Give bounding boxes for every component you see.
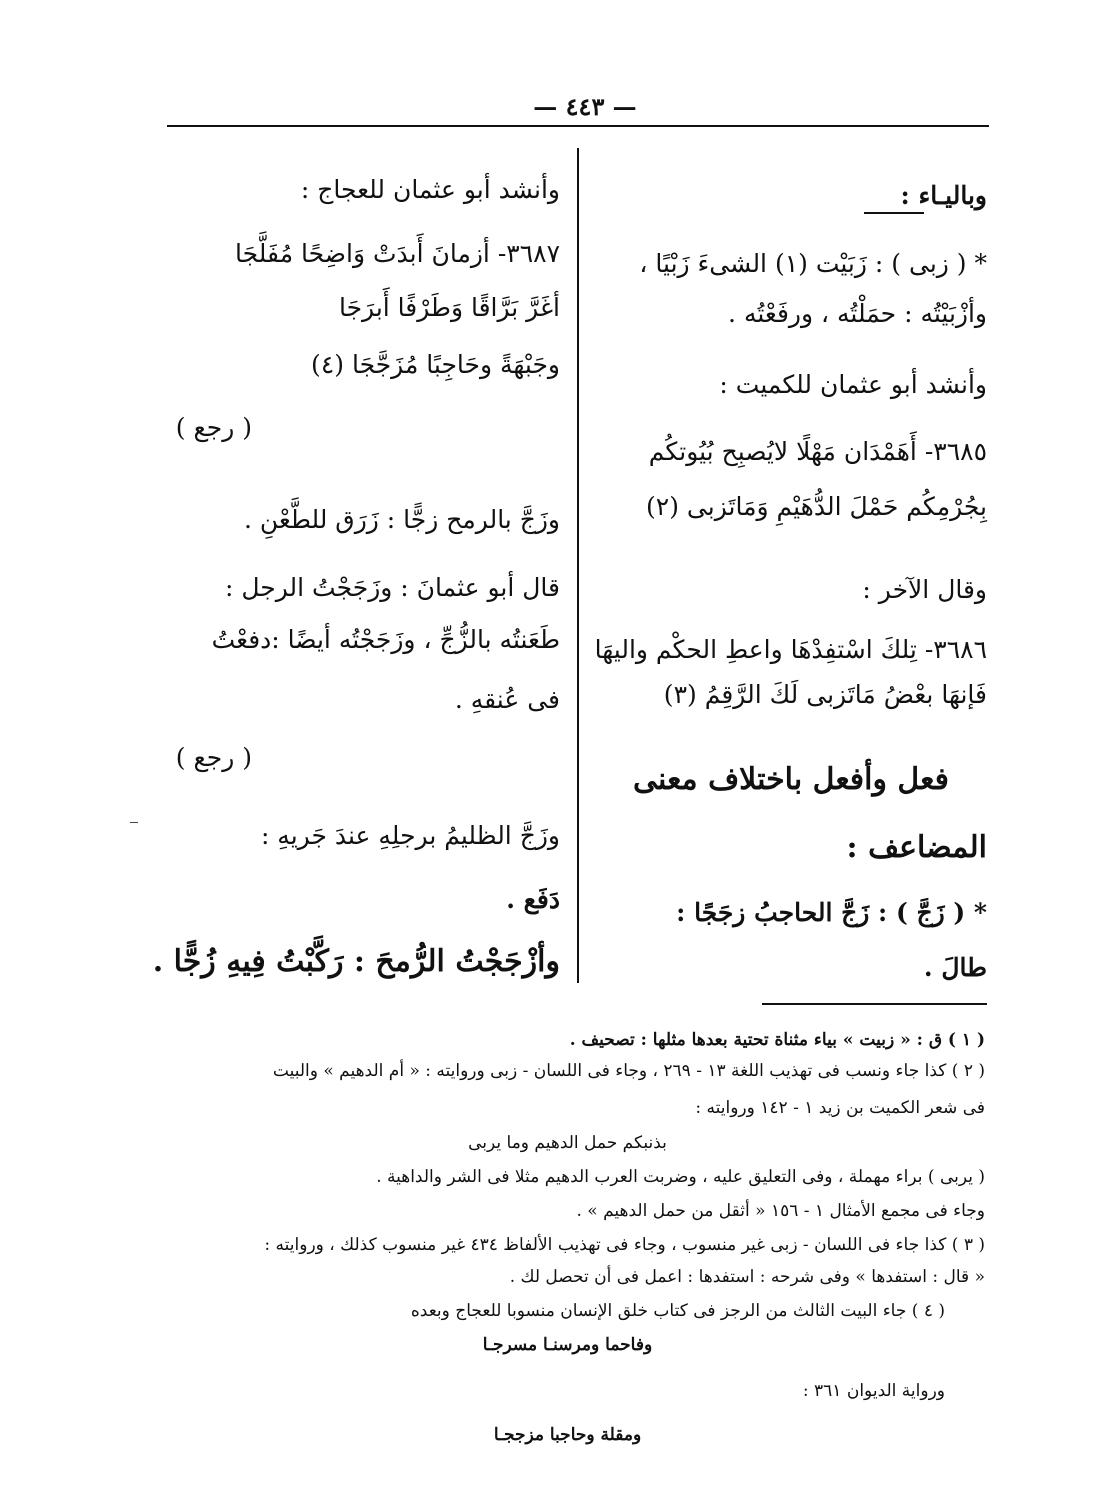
verse-3685-a: ٣٦٨٥- أَهَمْدَان مَهْلًا لايُصبِح بُيُوتكُم — [648, 437, 987, 466]
margin-mark — [130, 822, 138, 823]
footnote-1: ( ١ ) ق : « زبيت » بياء مثناة تحتية بعدها مثلها : تصحيف . — [569, 1030, 985, 1050]
section-heading-mudaaf: المضاعف : — [846, 830, 987, 865]
entry-zaba-definition: وأزْبَيْتُه : حمَلْتُه ، ورفَعْتُه . — [728, 299, 987, 328]
section-heading-ya: وباليـاء : — [900, 181, 987, 210]
definition-line: وزَجَّ بالرمح زجًّا : زَرَق للطَّعْنِ . — [243, 505, 560, 534]
definition-line: قال أبو عثمانَ : وزَجَجْتُ الرجل : — [225, 573, 560, 602]
verse-3686-b: فَإنهَا بعْضُ مَاتَزبى لَكَ الرَّقِمُ (٣) — [663, 680, 987, 709]
footnote-4-verse: ومقلة وحاجبا مزججـا — [493, 1425, 642, 1445]
page-number: — ٤٤٣ — — [533, 92, 637, 121]
verse-3686-a: ٣٦٨٦- تِلكَ اسْتفِدْهَا واعطِ الحكْم واليهَا — [594, 635, 987, 664]
entry-zajja-definition: طالَ . — [923, 953, 987, 982]
verse-3687-b: أغَرَّ بَرَّاقًا وَطَرْفًا أَبرَجَا — [338, 293, 560, 322]
return-marker: ( رجع ) — [175, 743, 252, 772]
citation-intro: وأنشد أبو عثمان للعجاج : — [300, 175, 560, 204]
chapter-heading: فعل وأفعل باختلاف معنى — [633, 762, 949, 797]
entry-zaba: * ( زبى ) : زَبَيْت (١) الشىءَ زَبْيًا ، — [639, 249, 987, 278]
footnote-4-cont: ورواية الديوان ٣٦١ : — [802, 1381, 945, 1401]
footnote-2-cont: فى شعر الكميت بن زيد ١ - ١٤٢ وروايته : — [695, 1098, 985, 1118]
citation-intro: وقال الآخر : — [862, 575, 987, 604]
footnote-2: ( ٢ ) كذا جاء ونسب فى تهذيب اللغة ١٣ - ٢٦٩ ، وجاء فى اللسان - زبى وروايته : « أم الدهيم » والبيت — [272, 1061, 985, 1081]
footnote-4-verse: وفاحما ومرسنـا مسرجـا — [482, 1335, 653, 1355]
verse-3687-a: ٣٦٨٧- أزمانَ أَبدَتْ وَاضِحًا مُفَلَّجَا — [235, 239, 560, 268]
footnote-4: ( ٤ ) جاء البيت الثالث من الرجز فى كتاب خلق الإنسان منسوبا للعجاج وبعده — [410, 1301, 945, 1321]
definition-line: طَعَنتُه بالزُّجِّ ، وزَجَجْتُه أيضًا :دفعْتُ — [211, 625, 560, 654]
footnote-2-verse: بذنبكم حمل الدهيم وما يربى — [468, 1133, 667, 1153]
header-rule — [167, 125, 989, 127]
footnote-3-cont: « قال : استفدها » وفى شرحه : استفدها : اعمل فى أن تحصل لك . — [509, 1267, 985, 1287]
column-divider — [577, 148, 579, 983]
footnote-3: ( ٣ ) كذا جاء فى اللسان - زبى غير منسوب ، وجاء فى تهذيب الألفاظ ٤٣٤ غير منسوب كذلك ، وروايته : — [264, 1235, 985, 1255]
footnote-2-cont: ( يربى ) براء مهملة ، وفى التعليق عليه ، وضربت العرب الدهيم مثلا فى الشر والداهية . — [376, 1167, 985, 1187]
verse-3687-c: وجَبْهَةً وحَاجِبًا مُزَجَّجَا (٤) — [311, 350, 560, 379]
footnote-2-cont: وجاء فى مجمع الأمثال ١ - ١٥٦ « أثقل من حمل الدهيم » . — [576, 1201, 985, 1221]
citation-intro: وأنشد أبو عثمان للكميت : — [719, 370, 987, 399]
verse-3685-b: بِجُرْمِكُم حَمْلَ الدُّهَيْمِ وَمَاتَزبى (٢) — [646, 492, 987, 521]
return-marker: ( رجع ) — [175, 413, 252, 442]
entry-zajja: * ( زَجَّ ) : زَجَّ الحاجبُ زجَجًا : — [676, 898, 987, 927]
definition-line: دَفَع . — [506, 885, 560, 914]
definition-line: وأزْجَجْتُ الرُّمحَ : رَكَّبْتُ فِيهِ زُجًّا . — [152, 944, 560, 979]
definition-line: فى عُنقهِ . — [454, 685, 560, 714]
definition-line: وزَجَّ الظليمُ برجلِهِ عندَ جَريهِ : — [260, 821, 560, 850]
footnote-rule — [762, 1003, 987, 1005]
